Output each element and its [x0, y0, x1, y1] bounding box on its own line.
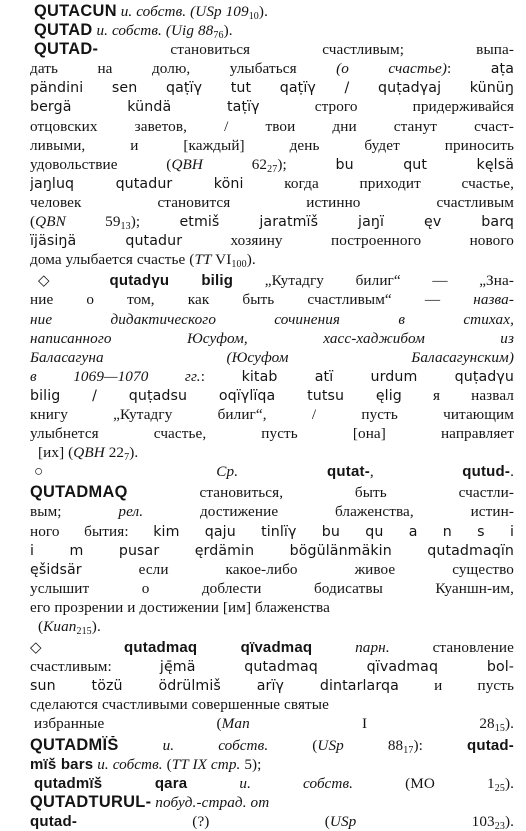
- text-line: [30, 755, 514, 774]
- text-line: [30, 695, 514, 714]
- text-span: etmiš jaratmïš jaŋï ęv barq: [179, 214, 514, 231]
- subentry-term: qutadmïš qara: [34, 774, 188, 792]
- text-span: ).: [504, 715, 514, 733]
- text-span: (: [38, 618, 44, 635]
- text-span: я назвал: [401, 386, 514, 404]
- text-line: [30, 290, 514, 309]
- text-line: [30, 598, 514, 617]
- text-span: ливыми, и [каждый] день будет приносить: [30, 136, 514, 154]
- text-span: ного бытия:: [30, 522, 154, 540]
- text-line: [30, 443, 514, 462]
- text-line: [30, 793, 514, 812]
- text-span: строго придерживайся: [259, 98, 514, 116]
- text-span: TT IX стр.: [171, 755, 241, 773]
- headword: QUTACUN: [34, 2, 117, 20]
- text-span: дома улыбается счастье (: [30, 251, 195, 269]
- text-span: и. собств. (USp 109: [116, 3, 249, 20]
- text-span: и. собств. (Uig 88: [92, 22, 214, 40]
- headword: QUTAD: [34, 21, 93, 40]
- text-span: ).: [91, 618, 101, 635]
- text-span: ние о том, как быть счастливым“ —: [30, 291, 474, 309]
- text-line: [30, 541, 514, 560]
- text-line: [30, 812, 514, 831]
- text-line: [30, 560, 514, 579]
- text-span: хозяину построенного нового: [182, 232, 514, 250]
- headword: QUTADMÏŠ: [30, 735, 119, 754]
- text-span: Баласагуна (Юсуфом Баласагунским): [30, 348, 514, 366]
- text-span: QBH: [73, 444, 105, 462]
- text-span: 88: [343, 736, 404, 754]
- text-span: (: [30, 213, 36, 231]
- subscript: 23: [494, 820, 505, 831]
- text-span: bu qut kęlsä: [335, 156, 514, 173]
- text-span: становиться счастливым; выпа-: [98, 41, 514, 59]
- text-line: [30, 310, 514, 329]
- text-span: QBH: [171, 155, 203, 173]
- text-span: USp: [317, 736, 344, 754]
- text-span: I 28: [249, 715, 495, 733]
- text-line: [30, 483, 514, 502]
- text-span: парн.: [312, 639, 390, 657]
- text-span: 62: [202, 155, 268, 173]
- text-span: 22: [104, 444, 125, 462]
- text-span: (: [162, 755, 172, 773]
- subscript: 25: [494, 782, 505, 793]
- text-line: [30, 155, 514, 174]
- text-line: [30, 193, 514, 212]
- text-span: сделаются счастливыми совершенные святые: [30, 696, 329, 714]
- text-span: ).: [504, 812, 514, 830]
- text-line: [30, 21, 514, 40]
- text-span: „Кутадгу билиг“ — „Зна-: [233, 272, 514, 290]
- text-span: aṭa: [490, 61, 514, 78]
- text-line: [30, 59, 514, 78]
- text-span: );: [130, 213, 180, 231]
- text-span: когда приходит счастье,: [243, 174, 514, 192]
- text-span: [их] (: [38, 444, 74, 462]
- text-span: 5);: [240, 755, 262, 773]
- text-span: :: [446, 60, 491, 78]
- text-line: [30, 212, 514, 231]
- text-line: [30, 405, 514, 424]
- text-span: и пусть: [398, 677, 514, 695]
- text-span: и. собств.: [187, 774, 354, 792]
- text-line: [30, 117, 514, 136]
- text-line: [30, 657, 514, 676]
- text-span: i m pusar ęrdämin bögülänmäkin qutadmaqïn: [30, 542, 514, 559]
- text-span: от: [250, 793, 270, 811]
- text-line: [30, 522, 514, 541]
- subscript: 27: [267, 163, 278, 174]
- text-line: [30, 174, 514, 193]
- text-span: ).: [504, 774, 514, 792]
- subscript: 17: [403, 744, 414, 755]
- subentry-term: qutadmaq qïvadmaq: [124, 639, 313, 657]
- headword: QUTADMAQ: [30, 483, 128, 502]
- subentry-term: qutat-: [238, 463, 370, 481]
- text-span: достижение блаженства, истин-: [143, 503, 514, 521]
- subscript: 7: [124, 452, 130, 463]
- text-span: написанного Юсуфом, хасс-хаджибом из: [30, 329, 514, 347]
- headword: QUTAD-: [34, 40, 99, 59]
- dictionary-page: [30, 2, 514, 831]
- text-span: (о счастье): [336, 60, 447, 78]
- text-span: TT: [194, 251, 212, 269]
- text-span: (?) (: [77, 812, 330, 830]
- text-span: .: [510, 463, 514, 481]
- text-span: ):: [413, 736, 467, 754]
- text-span: 103: [356, 812, 495, 830]
- text-line: [30, 367, 514, 386]
- text-line: [30, 78, 514, 97]
- text-line: [30, 2, 514, 21]
- subentry-term: ◇: [30, 639, 125, 657]
- text-line: [30, 329, 514, 348]
- text-span: в 1069—1070 гг.: [30, 367, 201, 385]
- text-line: [30, 579, 514, 598]
- text-span: bergä kündä taṭïγ: [30, 99, 260, 116]
- text-span: становление: [389, 639, 514, 657]
- subscript: 15: [494, 723, 505, 734]
- text-span: счастливым:: [30, 658, 160, 676]
- text-span: pändini sen qaṭïγ tut qaṭïγ / quṭadγaj künüŋ: [30, 80, 514, 97]
- text-span: bilig / quṭadsu oqïγlïqa tutsu ęlig: [30, 387, 402, 404]
- text-line: [30, 250, 514, 269]
- text-span: (: [268, 736, 318, 754]
- subentry-term: qutadγu bilig: [109, 272, 234, 290]
- text-span: 59: [65, 213, 121, 231]
- text-line: [30, 676, 514, 695]
- subentry-term: mïš bars: [30, 755, 94, 773]
- text-line: [30, 714, 514, 733]
- text-line: [30, 136, 514, 155]
- subscript: 100: [231, 259, 247, 270]
- text-span: ęšidsär: [30, 561, 82, 578]
- text-span: избранные (: [34, 715, 222, 733]
- subentry-term: qutad-: [30, 812, 78, 830]
- text-span: ○: [34, 463, 217, 481]
- text-line: [30, 424, 514, 443]
- text-span: и. собств.: [93, 755, 163, 773]
- text-span: отцовских заветов, / твои дни станут счаст-: [30, 117, 514, 135]
- text-span: ïjäsiŋä qutadur: [30, 233, 183, 250]
- text-span: sun tözü ödrülmiš arïγ dintarlarqa: [30, 678, 399, 695]
- text-line: [30, 271, 514, 290]
- text-span: Man: [221, 715, 250, 733]
- text-span: (МО 1: [353, 774, 495, 792]
- text-span: дать на долю, улыбаться: [30, 60, 337, 78]
- text-span: и. собств.: [118, 736, 269, 754]
- text-line: [30, 462, 514, 481]
- text-span: если какое-либо живое существо: [81, 560, 514, 578]
- text-span: книгу „Кутадгу билиг“, / пусть читающим: [30, 405, 514, 423]
- text-span: вым;: [30, 503, 119, 521]
- text-span: jaŋluq qutadur köni: [30, 175, 244, 192]
- text-span: человек становится истинно счастливым: [30, 193, 514, 211]
- text-span: побуд.-страд.: [151, 793, 247, 811]
- text-span: ).: [129, 444, 139, 462]
- text-span: kim qaju tinlïγ bu qu a n s i: [153, 523, 514, 540]
- text-line: [30, 502, 514, 521]
- subentry-term: qutad-: [466, 736, 514, 754]
- text-span: Ср.: [216, 463, 239, 481]
- text-line: [30, 97, 514, 116]
- text-span: назва-: [473, 291, 514, 309]
- text-span: kitab atï urdum quṭadγu: [241, 368, 514, 385]
- text-span: );: [277, 155, 336, 173]
- subentry-term: ◇: [38, 272, 110, 290]
- text-span: ние дидактического сочинения в стихах,: [30, 310, 514, 328]
- text-span: рел.: [118, 503, 144, 521]
- text-span: его прозрении и достижении [им] блаженства: [30, 598, 330, 616]
- text-span: VI: [211, 251, 232, 269]
- subscript: 76: [213, 30, 224, 41]
- text-line: [30, 617, 514, 636]
- subscript: 10: [248, 11, 259, 22]
- text-span: ).: [258, 3, 268, 20]
- text-span: ).: [223, 22, 233, 40]
- text-line: [30, 348, 514, 367]
- text-span: ).: [246, 251, 256, 269]
- headword: QUTADTURUL-: [30, 792, 152, 811]
- text-span: USp: [329, 812, 357, 830]
- text-span: улыбнется счастье, пусть [она] направляет: [30, 425, 514, 443]
- subscript: 13: [120, 221, 131, 232]
- text-line: [30, 736, 514, 755]
- text-span: становиться, быть счастли-: [127, 484, 514, 502]
- text-span: ję̄mä qutadmaq qïvadmaq bol-: [159, 659, 514, 676]
- text-span: QBN: [35, 213, 66, 231]
- text-line: [30, 774, 514, 793]
- text-span: ,: [369, 463, 463, 481]
- text-line: [30, 40, 514, 59]
- subscript: 215: [76, 626, 92, 637]
- subentry-term: qutud-: [462, 463, 511, 481]
- text-span: удовольствие (: [30, 155, 172, 173]
- text-span: Kuan: [43, 618, 77, 635]
- text-line: [30, 386, 514, 405]
- text-span: :: [200, 367, 242, 385]
- text-line: [30, 231, 514, 250]
- text-line: [30, 638, 514, 657]
- text-span: услышит о доблести бодисатвы Куаншн-им,: [30, 579, 514, 597]
